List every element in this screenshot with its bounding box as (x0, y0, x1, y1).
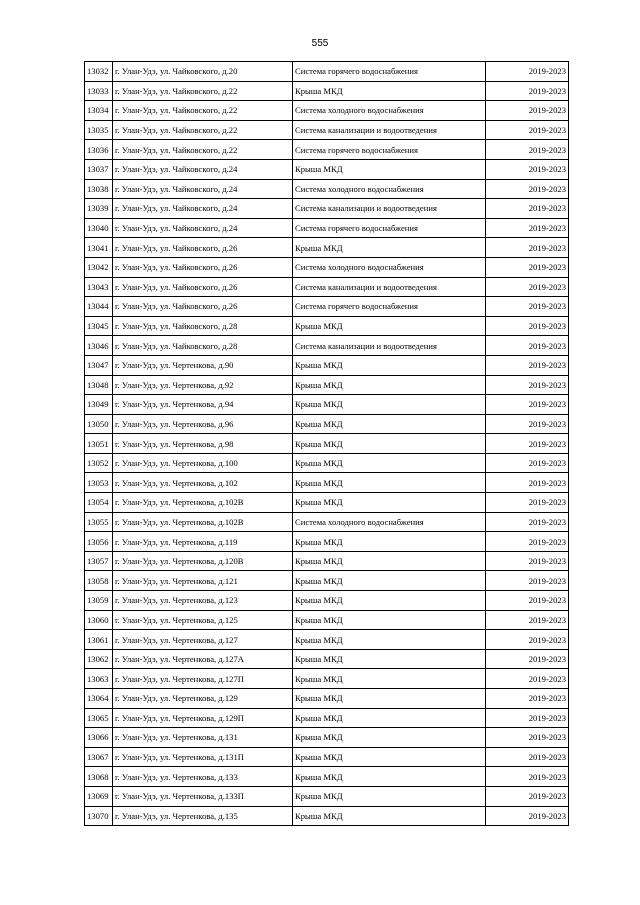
address-cell: г. Улан-Удэ, ул. Чайковского, д.24 (113, 218, 293, 238)
row-number: 13038 (85, 179, 113, 199)
system-cell: Крыша МКД (293, 532, 486, 552)
row-number: 13036 (85, 140, 113, 160)
row-number: 13057 (85, 551, 113, 571)
registry-table (84, 61, 569, 826)
table-row (85, 414, 569, 434)
table-row (85, 630, 569, 650)
page-number: 555 (311, 38, 329, 49)
row-number: 13052 (85, 453, 113, 473)
table-row (85, 649, 569, 669)
address-cell: г. Улан-Удэ, ул. Чертенкова, д.127П (113, 669, 293, 689)
period-cell: 2019-2023 (486, 140, 569, 160)
period-cell: 2019-2023 (486, 493, 569, 513)
system-cell: Система горячего водоснабжения (293, 140, 486, 160)
table-row (85, 238, 569, 258)
period-cell: 2019-2023 (486, 453, 569, 473)
period-cell: 2019-2023 (486, 532, 569, 552)
table-row (85, 728, 569, 748)
address-cell: г. Улан-Удэ, ул. Чертенкова, д.96 (113, 414, 293, 434)
period-cell: 2019-2023 (486, 62, 569, 82)
row-number: 13060 (85, 610, 113, 630)
system-cell: Система горячего водоснабжения (293, 218, 486, 238)
system-cell: Система канализации и водоотведения (293, 336, 486, 356)
table-row (85, 336, 569, 356)
system-cell: Крыша МКД (293, 689, 486, 709)
row-number: 13070 (85, 806, 113, 826)
table-row (85, 101, 569, 121)
period-cell: 2019-2023 (486, 120, 569, 140)
address-cell: г. Улан-Удэ, ул. Чайковского, д.26 (113, 257, 293, 277)
table-row (85, 747, 569, 767)
table-row (85, 767, 569, 787)
period-cell: 2019-2023 (486, 199, 569, 219)
address-cell: г. Улан-Удэ, ул. Чайковского, д.26 (113, 238, 293, 258)
period-cell: 2019-2023 (486, 767, 569, 787)
row-number: 13047 (85, 355, 113, 375)
system-cell: Крыша МКД (293, 375, 486, 395)
address-cell: г. Улан-Удэ, ул. Чертенкова, д.102В (113, 512, 293, 532)
system-cell: Крыша МКД (293, 395, 486, 415)
address-cell: г. Улан-Удэ, ул. Чертенкова, д.133 (113, 767, 293, 787)
system-cell: Система канализации и водоотведения (293, 120, 486, 140)
system-cell: Система холодного водоснабжения (293, 257, 486, 277)
period-cell: 2019-2023 (486, 395, 569, 415)
period-cell: 2019-2023 (486, 375, 569, 395)
system-cell: Крыша МКД (293, 728, 486, 748)
system-cell: Система канализации и водоотведения (293, 199, 486, 219)
address-cell: г. Улан-Удэ, ул. Чертенкова, д.102В (113, 493, 293, 513)
system-cell: Крыша МКД (293, 591, 486, 611)
address-cell: г. Улан-Удэ, ул. Чертенкова, д.121 (113, 571, 293, 591)
system-cell: Крыша МКД (293, 610, 486, 630)
system-cell: Крыша МКД (293, 159, 486, 179)
period-cell: 2019-2023 (486, 434, 569, 454)
period-cell: 2019-2023 (486, 355, 569, 375)
registry-table-body (85, 62, 569, 826)
row-number: 13066 (85, 728, 113, 748)
table-row (85, 395, 569, 415)
system-cell: Система холодного водоснабжения (293, 512, 486, 532)
period-cell: 2019-2023 (486, 473, 569, 493)
row-number: 13068 (85, 767, 113, 787)
system-cell: Крыша МКД (293, 551, 486, 571)
system-cell: Крыша МКД (293, 81, 486, 101)
address-cell: г. Улан-Удэ, ул. Чертенкова, д.127 (113, 630, 293, 650)
row-number: 13039 (85, 199, 113, 219)
table-row (85, 708, 569, 728)
table-row (85, 434, 569, 454)
row-number: 13059 (85, 591, 113, 611)
table-row (85, 316, 569, 336)
row-number: 13044 (85, 297, 113, 317)
table-row (85, 159, 569, 179)
period-cell: 2019-2023 (486, 806, 569, 826)
system-cell: Крыша МКД (293, 630, 486, 650)
row-number: 13053 (85, 473, 113, 493)
period-cell: 2019-2023 (486, 728, 569, 748)
table-row (85, 591, 569, 611)
table-row (85, 689, 569, 709)
period-cell: 2019-2023 (486, 689, 569, 709)
address-cell: г. Улан-Удэ, ул. Чертенкова, д.125 (113, 610, 293, 630)
address-cell: г. Улан-Удэ, ул. Чайковского, д.24 (113, 159, 293, 179)
row-number: 13043 (85, 277, 113, 297)
table-row (85, 218, 569, 238)
table-row (85, 355, 569, 375)
address-cell: г. Улан-Удэ, ул. Чертенкова, д.131П (113, 747, 293, 767)
table-row (85, 120, 569, 140)
row-number: 13032 (85, 62, 113, 82)
address-cell: г. Улан-Удэ, ул. Чертенкова, д.92 (113, 375, 293, 395)
row-number: 13049 (85, 395, 113, 415)
row-number: 13051 (85, 434, 113, 454)
address-cell: г. Улан-Удэ, ул. Чертенкова, д.135 (113, 806, 293, 826)
table-row (85, 473, 569, 493)
system-cell: Система холодного водоснабжения (293, 179, 486, 199)
table-row (85, 140, 569, 160)
table-row (85, 179, 569, 199)
row-number: 13033 (85, 81, 113, 101)
period-cell: 2019-2023 (486, 610, 569, 630)
period-cell: 2019-2023 (486, 238, 569, 258)
address-cell: г. Улан-Удэ, ул. Чертенкова, д.133П (113, 786, 293, 806)
period-cell: 2019-2023 (486, 649, 569, 669)
period-cell: 2019-2023 (486, 316, 569, 336)
table-row (85, 532, 569, 552)
system-cell: Крыша МКД (293, 453, 486, 473)
period-cell: 2019-2023 (486, 336, 569, 356)
address-cell: г. Улан-Удэ, ул. Чайковского, д.22 (113, 101, 293, 121)
address-cell: г. Улан-Удэ, ул. Чертенкова, д.94 (113, 395, 293, 415)
address-cell: г. Улан-Удэ, ул. Чертенкова, д.100 (113, 453, 293, 473)
period-cell: 2019-2023 (486, 571, 569, 591)
table-row (85, 493, 569, 513)
system-cell: Крыша МКД (293, 669, 486, 689)
row-number: 13048 (85, 375, 113, 395)
row-number: 13037 (85, 159, 113, 179)
table-row (85, 375, 569, 395)
system-cell: Крыша МКД (293, 355, 486, 375)
system-cell: Крыша МКД (293, 767, 486, 787)
system-cell: Система горячего водоснабжения (293, 297, 486, 317)
system-cell: Крыша МКД (293, 414, 486, 434)
address-cell: г. Улан-Удэ, ул. Чертенкова, д.129П (113, 708, 293, 728)
table-row (85, 669, 569, 689)
address-cell: г. Улан-Удэ, ул. Чайковского, д.22 (113, 120, 293, 140)
period-cell: 2019-2023 (486, 786, 569, 806)
address-cell: г. Улан-Удэ, ул. Чертенкова, д.98 (113, 434, 293, 454)
period-cell: 2019-2023 (486, 257, 569, 277)
system-cell: Система канализации и водоотведения (293, 277, 486, 297)
table-row (85, 571, 569, 591)
period-cell: 2019-2023 (486, 708, 569, 728)
system-cell: Крыша МКД (293, 316, 486, 336)
period-cell: 2019-2023 (486, 218, 569, 238)
period-cell: 2019-2023 (486, 159, 569, 179)
period-cell: 2019-2023 (486, 101, 569, 121)
period-cell: 2019-2023 (486, 277, 569, 297)
row-number: 13035 (85, 120, 113, 140)
address-cell: г. Улан-Удэ, ул. Чайковского, д.24 (113, 199, 293, 219)
table-row (85, 81, 569, 101)
row-number: 13058 (85, 571, 113, 591)
system-cell: Крыша МКД (293, 649, 486, 669)
address-cell: г. Улан-Удэ, ул. Чертенкова, д.119 (113, 532, 293, 552)
address-cell: г. Улан-Удэ, ул. Чайковского, д.26 (113, 297, 293, 317)
period-cell: 2019-2023 (486, 512, 569, 532)
table-row (85, 62, 569, 82)
period-cell: 2019-2023 (486, 591, 569, 611)
system-cell: Крыша МКД (293, 747, 486, 767)
address-cell: г. Улан-Удэ, ул. Чайковского, д.26 (113, 277, 293, 297)
address-cell: г. Улан-Удэ, ул. Чертенкова, д.131 (113, 728, 293, 748)
period-cell: 2019-2023 (486, 414, 569, 434)
row-number: 13061 (85, 630, 113, 650)
address-cell: г. Улан-Удэ, ул. Чертенкова, д.127А (113, 649, 293, 669)
row-number: 13055 (85, 512, 113, 532)
row-number: 13063 (85, 669, 113, 689)
row-number: 13045 (85, 316, 113, 336)
address-cell: г. Улан-Удэ, ул. Чайковского, д.28 (113, 316, 293, 336)
system-cell: Крыша МКД (293, 238, 486, 258)
table-row (85, 786, 569, 806)
row-number: 13067 (85, 747, 113, 767)
address-cell: г. Улан-Удэ, ул. Чайковского, д.22 (113, 140, 293, 160)
table-row (85, 199, 569, 219)
row-number: 13065 (85, 708, 113, 728)
address-cell: г. Улан-Удэ, ул. Чертенкова, д.120В (113, 551, 293, 571)
period-cell: 2019-2023 (486, 630, 569, 650)
table-row (85, 297, 569, 317)
table-row (85, 551, 569, 571)
system-cell: Крыша МКД (293, 708, 486, 728)
table-row (85, 257, 569, 277)
period-cell: 2019-2023 (486, 179, 569, 199)
system-cell: Система холодного водоснабжения (293, 101, 486, 121)
row-number: 13046 (85, 336, 113, 356)
address-cell: г. Улан-Удэ, ул. Чертенкова, д.102 (113, 473, 293, 493)
address-cell: г. Улан-Удэ, ул. Чайковского, д.28 (113, 336, 293, 356)
row-number: 13040 (85, 218, 113, 238)
row-number: 13062 (85, 649, 113, 669)
address-cell: г. Улан-Удэ, ул. Чайковского, д.20 (113, 62, 293, 82)
row-number: 13034 (85, 101, 113, 121)
row-number: 13069 (85, 786, 113, 806)
table-row (85, 806, 569, 826)
system-cell: Крыша МКД (293, 571, 486, 591)
table-row (85, 512, 569, 532)
row-number: 13056 (85, 532, 113, 552)
row-number: 13064 (85, 689, 113, 709)
address-cell: г. Улан-Удэ, ул. Чайковского, д.22 (113, 81, 293, 101)
address-cell: г. Улан-Удэ, ул. Чертенкова, д.129 (113, 689, 293, 709)
system-cell: Крыша МКД (293, 786, 486, 806)
address-cell: г. Улан-Удэ, ул. Чайковского, д.24 (113, 179, 293, 199)
period-cell: 2019-2023 (486, 551, 569, 571)
system-cell: Крыша МКД (293, 473, 486, 493)
row-number: 13054 (85, 493, 113, 513)
row-number: 13050 (85, 414, 113, 434)
table-row (85, 453, 569, 473)
system-cell: Крыша МКД (293, 493, 486, 513)
address-cell: г. Улан-Удэ, ул. Чертенкова, д.90 (113, 355, 293, 375)
row-number: 13041 (85, 238, 113, 258)
period-cell: 2019-2023 (486, 297, 569, 317)
system-cell: Крыша МКД (293, 806, 486, 826)
period-cell: 2019-2023 (486, 81, 569, 101)
address-cell: г. Улан-Удэ, ул. Чертенкова, д.123 (113, 591, 293, 611)
table-row (85, 277, 569, 297)
system-cell: Система горячего водоснабжения (293, 62, 486, 82)
period-cell: 2019-2023 (486, 747, 569, 767)
system-cell: Крыша МКД (293, 434, 486, 454)
row-number: 13042 (85, 257, 113, 277)
table-row (85, 610, 569, 630)
period-cell: 2019-2023 (486, 669, 569, 689)
